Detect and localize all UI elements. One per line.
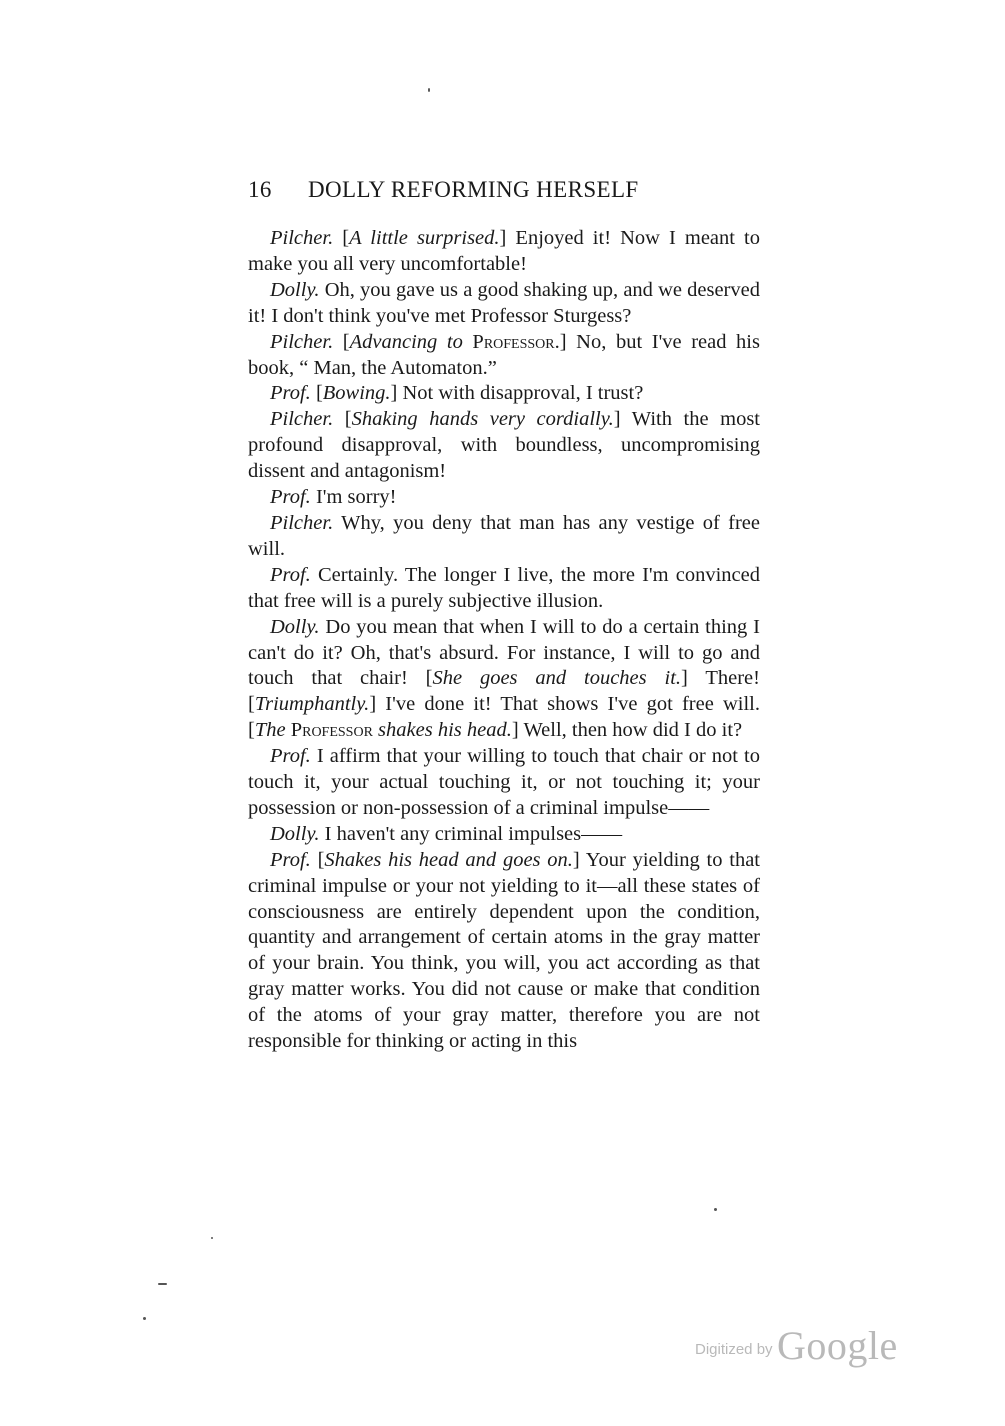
dialogue-text: Why, you deny that man has any vestige of free will. — [248, 511, 760, 560]
stage-direction: Shaking hands very cordially. — [351, 408, 614, 431]
speaker-name: Dolly. — [270, 278, 320, 301]
body-text — [248, 226, 760, 1055]
google-watermark — [695, 1322, 898, 1369]
speaker-name: Dolly. — [270, 615, 320, 638]
speaker-name: Prof. — [270, 382, 311, 405]
stage-direction-name: Professor — [290, 719, 373, 742]
dialogue-text: [ — [310, 382, 323, 405]
dialogue-text: Do you mean that when I will to do a certain thing I can't do it? Oh, that's absurd. For instance, I will to go and touch that chair! [ — [248, 615, 760, 690]
scan-speck — [428, 88, 430, 92]
watermark-prefix: Digitized by — [695, 1341, 773, 1358]
dialogue-text: I'm sorry! — [310, 486, 397, 509]
dialogue-text: .] No, but I've read his book, “ Man, the Automaton.” — [248, 330, 760, 379]
dialogue-text: ] There! [ — [248, 667, 760, 716]
stage-direction: She goes and touches it. — [432, 667, 682, 690]
dialogue-paragraph — [248, 485, 760, 511]
dialogue-paragraph — [248, 744, 760, 822]
dialogue-text: [ — [333, 408, 352, 431]
dialogue-text: [ — [333, 227, 350, 249]
scan-speck — [211, 1237, 213, 1239]
page-header — [248, 177, 768, 203]
stage-direction: shakes his head. — [372, 719, 512, 742]
speaker-name: Prof. — [270, 486, 311, 509]
speaker-name: Pilcher. — [270, 227, 334, 249]
dialogue-text: Oh, you gave us a good shaking up, and we deserved it! I don't think you've met Professor Sturgess? — [248, 278, 760, 327]
dialogue-paragraph — [248, 226, 760, 278]
speaker-name: Pilcher. — [270, 511, 334, 534]
speaker-name: Dolly. — [270, 822, 320, 845]
stage-direction: A little surprised. — [349, 227, 500, 249]
running-head: DOLLY REFORMING HERSELF — [308, 177, 639, 202]
dialogue-text: ] Your yielding to that criminal impulse or your not yielding to it—all these states of consciousness are entirely dependent upon the condition, quantity and arrangement of certain atoms in the gray matter of your brain. You think, you will, you act according as that gray matter works. You did not cause or make that condition of the atoms of your gray matter, therefore you are not responsible for thinking or acting in this — [248, 848, 761, 1053]
scan-speck — [714, 1208, 717, 1211]
dialogue-paragraph — [248, 563, 760, 615]
dialogue-paragraph — [248, 330, 760, 382]
stage-direction: The — [254, 719, 291, 742]
dialogue-paragraph — [248, 822, 760, 848]
dialogue-text: [ — [310, 848, 325, 871]
dialogue-paragraph — [248, 511, 760, 563]
dialogue-text: Certainly. The longer I live, the more I'm convinced that free will is a purely subjective illusion. — [248, 563, 760, 612]
dialogue-text: ] I've done it! That shows I've got free will. [ — [248, 693, 760, 742]
stage-direction: Advancing to — [349, 330, 473, 353]
speaker-name: Prof. — [270, 848, 311, 871]
dialogue-paragraph — [248, 848, 760, 1055]
page-number: 16 — [248, 177, 272, 202]
stage-direction: Triumphantly. — [254, 693, 370, 716]
scan-speck — [158, 1283, 167, 1285]
dialogue-text: ] With the most profound disapproval, with boundless, uncompromising dissent and antagonism! — [248, 408, 760, 483]
scan-speck — [143, 1317, 146, 1320]
speaker-name: Pilcher. — [270, 408, 334, 431]
dialogue-paragraph — [248, 381, 760, 407]
dialogue-paragraph — [248, 407, 760, 485]
dialogue-paragraph — [248, 615, 760, 745]
dialogue-text: [ — [333, 330, 350, 353]
speaker-name: Pilcher. — [270, 330, 334, 353]
speaker-name: Prof. — [270, 745, 311, 768]
speaker-name: Prof. — [270, 563, 311, 586]
dialogue-text: ] Enjoyed it! Now I meant to make you all very uncomfortable! — [248, 227, 760, 275]
stage-direction: Shakes his head and goes on. — [324, 848, 573, 871]
dialogue-text: I affirm that your willing to touch that chair or not to touch it, your actual touching it, or not touching it; your possession or non-possession of a criminal impulse—— — [248, 745, 760, 819]
dialogue-text: ] Well, then how did I do it? — [511, 719, 743, 742]
dialogue-text: I haven't any criminal impulses—— — [319, 822, 623, 845]
watermark-brand: Google — [777, 1323, 898, 1368]
stage-direction: Bowing. — [322, 382, 391, 405]
dialogue-paragraph — [248, 278, 760, 330]
stage-direction-name: Professor — [472, 330, 555, 353]
dialogue-text: ] Not with disapproval, I trust? — [390, 382, 644, 405]
